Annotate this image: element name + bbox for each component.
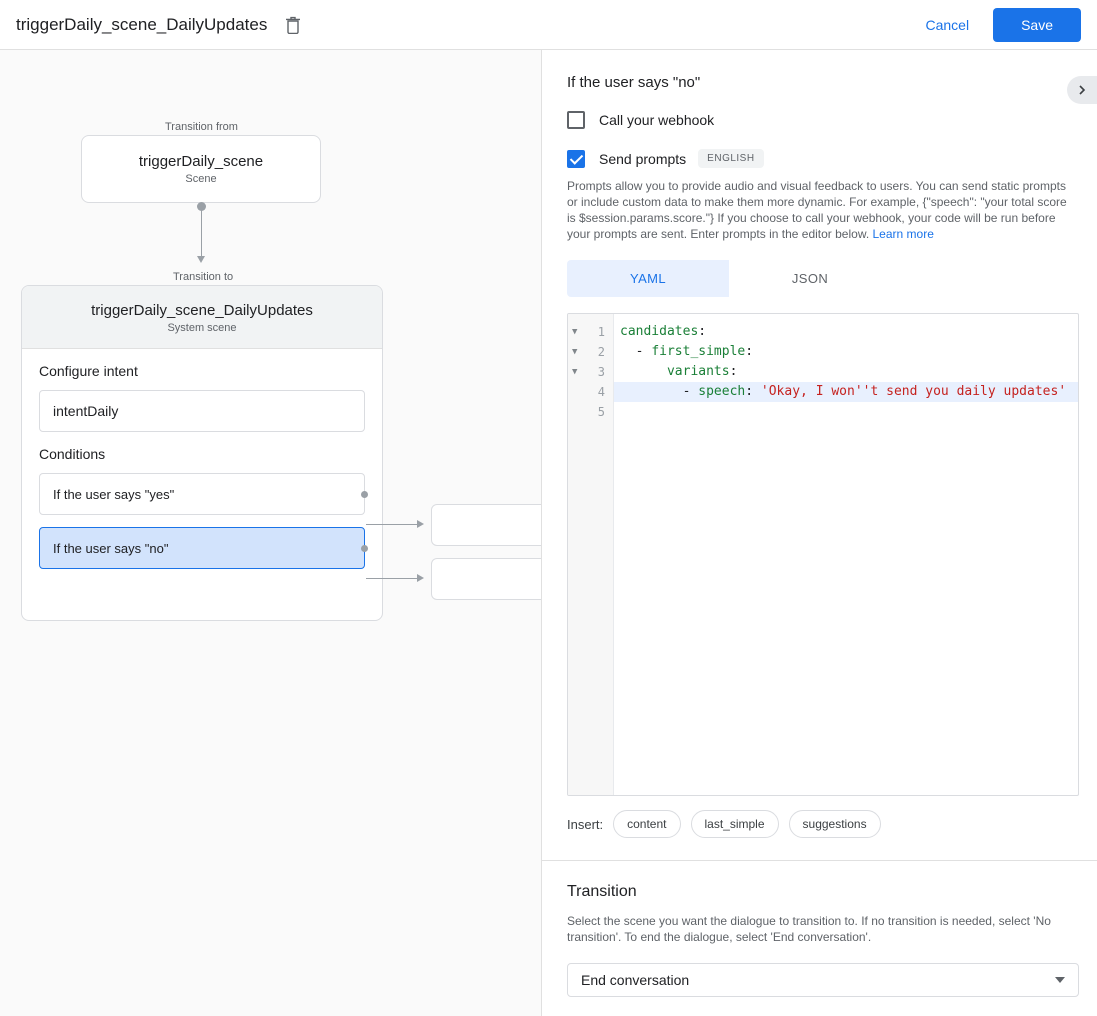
cancel-button[interactable]: Cancel xyxy=(911,9,983,41)
gutter-line xyxy=(568,382,613,402)
code-token: 'Okay, I won''t send you daily updates' xyxy=(760,384,1067,399)
webhook-row[interactable] xyxy=(542,111,1097,129)
line-number: 5 xyxy=(597,405,605,419)
chevron-right-icon xyxy=(1076,84,1088,96)
trash-icon xyxy=(285,16,301,34)
delete-button[interactable] xyxy=(279,11,307,39)
node-to-header xyxy=(22,286,382,349)
configure-intent-title: Configure intent xyxy=(39,363,138,379)
condition-edge-dot xyxy=(361,545,368,552)
node-to-subtitle: System scene xyxy=(167,322,237,334)
node-transition-to[interactable] xyxy=(21,285,383,621)
scene-graph-canvas[interactable] xyxy=(0,50,542,1016)
code-token: : xyxy=(745,384,761,399)
details-panel-scroll[interactable] xyxy=(542,50,1097,1016)
line-number: 3 xyxy=(597,365,605,379)
transition-select[interactable] xyxy=(567,963,1079,997)
fold-icon[interactable]: ▼ xyxy=(572,367,578,377)
code-line xyxy=(614,322,1078,342)
top-bar xyxy=(0,0,1097,50)
condition-label: If the user says "yes" xyxy=(53,486,175,502)
prompt-editor[interactable] xyxy=(567,313,1079,796)
code-token: - xyxy=(620,344,652,359)
fold-icon[interactable]: ▼ xyxy=(572,327,578,337)
code-token: candidates xyxy=(620,324,699,339)
prompts-label: Send prompts xyxy=(599,150,687,167)
transition-select-value: End conversation xyxy=(581,972,690,988)
connector-yes xyxy=(366,524,418,525)
gutter-line xyxy=(568,342,613,362)
gutter-line xyxy=(568,402,613,422)
insert-chip-last-simple[interactable]: last_simple xyxy=(691,810,779,838)
editor-gutter xyxy=(568,314,614,795)
edge-vertical-line xyxy=(201,208,202,256)
prompts-row[interactable] xyxy=(542,149,1097,168)
code-token: : xyxy=(729,364,738,379)
line-number: 4 xyxy=(597,385,605,399)
gutter-line xyxy=(568,362,613,382)
node-from-subtitle: Scene xyxy=(185,173,217,185)
line-number: 1 xyxy=(597,325,605,339)
details-panel xyxy=(542,50,1097,1016)
condition-edge-dot xyxy=(361,491,368,498)
conditions-title: Conditions xyxy=(39,446,106,462)
insert-label: Insert: xyxy=(567,816,604,832)
editor-code-area[interactable] xyxy=(614,314,1078,795)
node-to-title: triggerDaily_scene_DailyUpdates xyxy=(91,302,313,319)
webhook-checkbox[interactable] xyxy=(567,111,585,129)
panel-header xyxy=(542,50,1097,91)
code-line xyxy=(614,382,1078,402)
condition-item-yes[interactable] xyxy=(39,473,365,515)
insert-row xyxy=(542,796,1097,838)
condition-label: If the user says "no" xyxy=(53,540,169,556)
condition-item-no[interactable] xyxy=(39,527,365,569)
code-token: first_simple xyxy=(651,344,746,359)
tab-yaml[interactable]: YAML xyxy=(567,260,729,297)
prompts-description xyxy=(542,168,1097,242)
webhook-label: Call your webhook xyxy=(599,112,715,128)
code-token: speech xyxy=(698,384,746,399)
language-badge: ENGLISH xyxy=(698,149,763,168)
code-token: : xyxy=(745,344,754,359)
connector-no-arrow xyxy=(417,574,424,582)
line-number: 2 xyxy=(597,345,605,359)
transition-from-label: Transition from xyxy=(160,121,243,133)
format-tabs xyxy=(567,260,891,297)
edge-arrow-down xyxy=(197,256,205,263)
insert-chip-suggestions[interactable]: suggestions xyxy=(789,810,881,838)
transition-description: Select the scene you want the dialogue to transition to. If no transition is needed, select 'No transition'. To end the dialogue, select 'End conversation'. xyxy=(567,914,1051,944)
code-line xyxy=(614,342,1078,362)
transition-to-label: Transition to xyxy=(168,271,238,283)
stub-node-yes[interactable] xyxy=(431,504,542,546)
prompts-description-text: Prompts allow you to provide audio and visual feedback to users. You can send static prompts or include custom data to make them more dynamic. For example, {"speech": "your total score is $session.params.score."} If you choose to call your webhook, your code will be run before your prompts are sent. Enter prompts in the editor below. xyxy=(567,179,1067,241)
configure-intent-section xyxy=(22,349,382,432)
save-button[interactable]: Save xyxy=(993,8,1081,42)
code-token xyxy=(620,364,667,379)
code-line xyxy=(614,362,1078,382)
gutter-line xyxy=(568,322,613,342)
connector-no xyxy=(366,578,418,579)
learn-more-link[interactable]: Learn more xyxy=(872,227,934,241)
conditions-section xyxy=(22,432,382,581)
stub-node-no[interactable] xyxy=(431,558,542,600)
tab-json[interactable]: JSON xyxy=(791,271,829,286)
connector-yes-arrow xyxy=(417,520,424,528)
page-title: triggerDaily_scene_DailyUpdates xyxy=(16,14,268,34)
chevron-down-icon xyxy=(1055,977,1065,983)
fold-icon[interactable]: ▼ xyxy=(572,347,578,357)
collapse-panel-button[interactable] xyxy=(1067,76,1097,104)
code-line xyxy=(614,402,1078,422)
code-token: : xyxy=(698,324,707,339)
transition-title: Transition xyxy=(567,883,637,900)
intent-field[interactable]: intentDaily xyxy=(39,390,365,432)
code-token: variants xyxy=(666,364,730,379)
node-transition-from[interactable] xyxy=(81,135,321,203)
panel-title: If the user says "no" xyxy=(567,74,701,91)
code-token: - xyxy=(620,384,699,399)
prompts-checkbox[interactable] xyxy=(567,150,585,168)
node-from-title: triggerDaily_scene xyxy=(138,153,264,170)
insert-chip-content[interactable]: content xyxy=(613,810,680,838)
